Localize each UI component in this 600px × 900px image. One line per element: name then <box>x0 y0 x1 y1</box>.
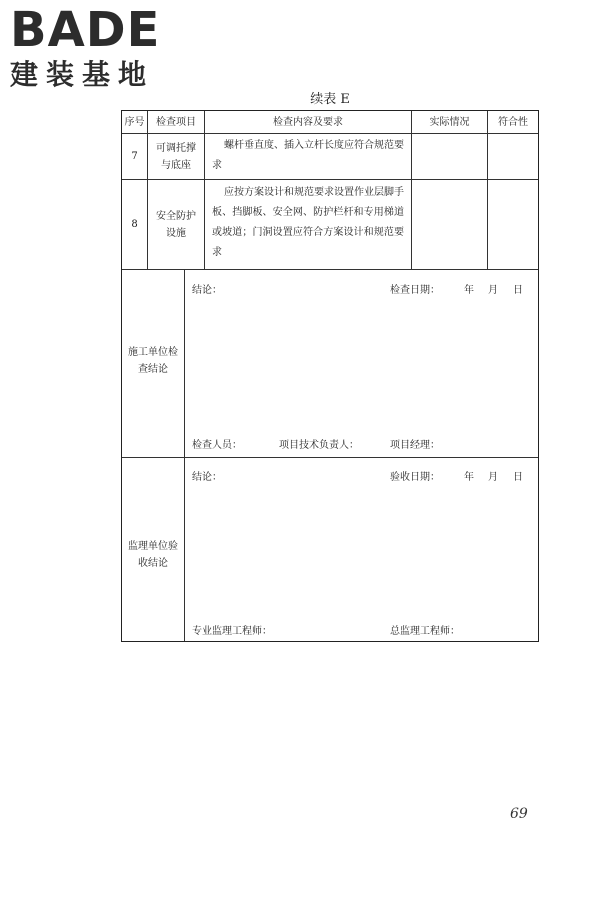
page-number: 69 <box>510 806 528 822</box>
supervision-date-year: 年 <box>464 472 474 483</box>
supervision-chief-label: 总监理工程师： <box>390 626 460 637</box>
construction-date-day: 日 <box>513 285 523 296</box>
row-8-actual <box>412 180 487 269</box>
table-title: 续表 E <box>310 92 350 107</box>
col-divider <box>184 269 185 641</box>
row-7-compliance <box>488 134 538 179</box>
header-no: 序号 <box>124 116 145 128</box>
inspection-table <box>121 110 539 642</box>
row-7-actual <box>412 134 487 179</box>
supervision-date-month: 月 <box>488 472 498 483</box>
supervision-date-label: 验收日期： <box>390 472 440 483</box>
col-divider <box>147 111 148 269</box>
construction-tech-lead-label: 项目技术负责人： <box>279 440 359 451</box>
logo-subtitle: 建装基地 <box>10 58 155 91</box>
row-8-compliance <box>488 180 538 269</box>
header-item: 检查项目 <box>156 116 196 128</box>
row-8-no: 8 <box>131 219 138 230</box>
supervision-date-day: 日 <box>513 472 523 483</box>
row-7-requirement: 螺杆垂直度、插入立杆长度应符合规范要求 <box>212 140 404 171</box>
construction-date-year: 年 <box>464 285 474 296</box>
row-7-item: 可调托撑与底座 <box>156 142 196 171</box>
supervision-specialist-label: 专业监理工程师： <box>192 626 272 637</box>
construction-inspector-label: 检查人员： <box>192 440 242 451</box>
construction-section-label: 施工单位检查结论 <box>128 347 178 375</box>
header-content: 检查内容及要求 <box>273 116 343 128</box>
header-compliance: 符合性 <box>498 116 528 128</box>
supervision-section-label: 监理单位验收结论 <box>128 541 178 569</box>
logo <box>10 4 180 92</box>
row-7-no: 7 <box>131 151 138 162</box>
construction-manager-label: 项目经理： <box>390 440 440 451</box>
supervision-conclusion-label: 结论： <box>192 472 222 483</box>
row-8-requirement: 应按方案设计和规范要求设置作业层脚手板、挡脚板、安全网、防护栏杆和专用梯道或坡道；门洞设置应符合方案设计和规范要求 <box>212 187 404 258</box>
logo-brand: BADE <box>10 2 161 58</box>
construction-date-label: 检查日期： <box>390 285 440 296</box>
construction-date-month: 月 <box>488 285 498 296</box>
col-divider <box>204 111 205 269</box>
row-8-item: 安全防护设施 <box>156 210 196 239</box>
construction-conclusion-label: 结论： <box>192 285 222 296</box>
header-actual: 实际情况 <box>429 116 470 128</box>
